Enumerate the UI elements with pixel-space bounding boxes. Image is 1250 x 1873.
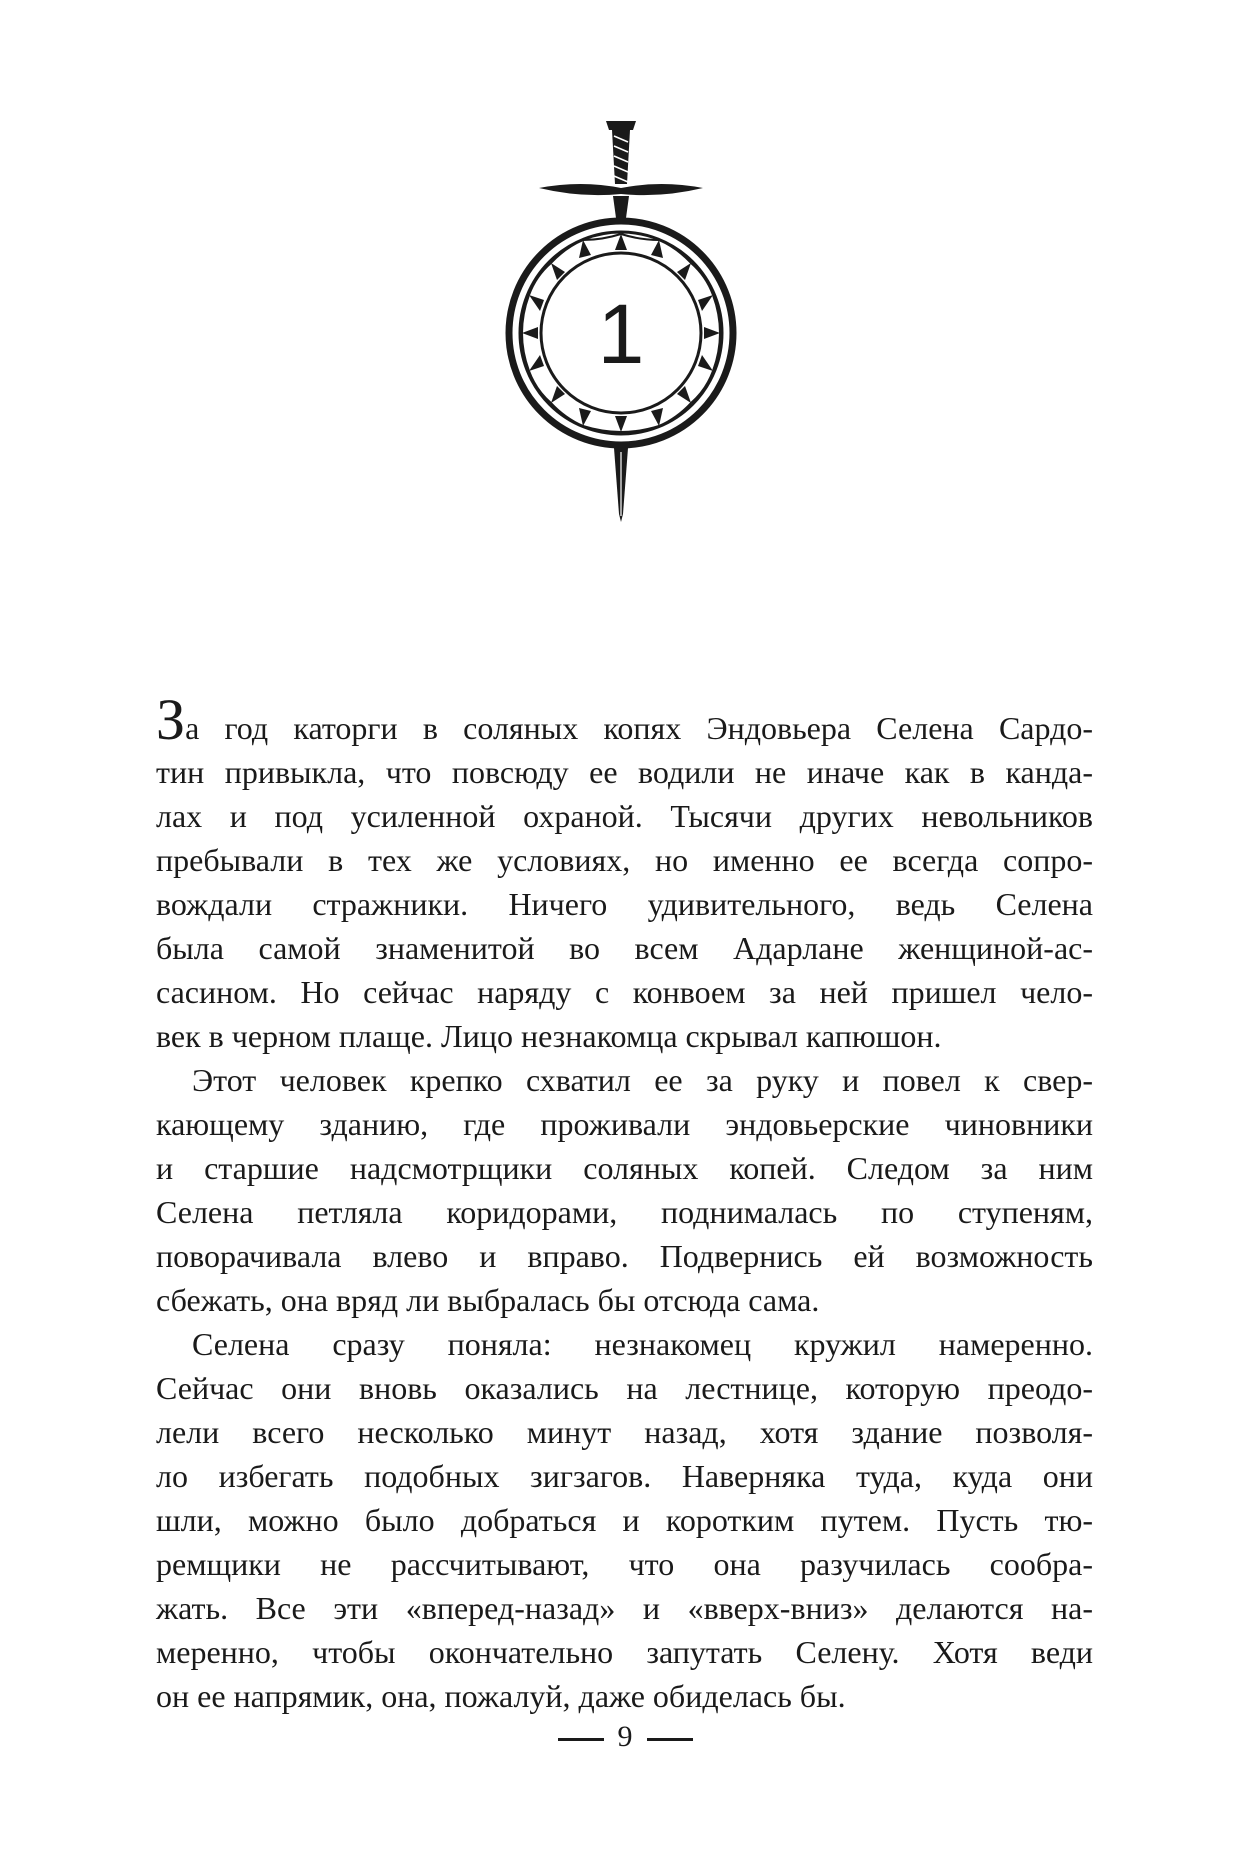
text-line: жать. Все эти «вперед-назад» и «вверх-вниз» делаются на- — [156, 1590, 1093, 1626]
paragraph-1 — [156, 687, 1093, 1058]
text-line: Этот человек крепко схватил ее за руку и повел к свер- — [192, 1062, 1093, 1098]
text-line: ло избегать подобных зигзагов. Наверняка туда, куда они — [156, 1458, 1093, 1494]
text-line: вождали стражники. Ничего удивительного, ведь Селена — [156, 886, 1093, 922]
text-line: пребывали в тех же условиях, но именно ее всегда сопро- — [156, 842, 1093, 878]
text-line: лели всего несколько минут назад, хотя здание позволя- — [156, 1414, 1093, 1450]
text-line: ремщики не рассчитывают, что она разучилась сообра- — [156, 1546, 1093, 1582]
text-line: Сейчас они вновь оказались на лестнице, которую преодо- — [156, 1370, 1093, 1406]
text-line: сбежать, она вряд ли выбралась бы отсюда сама. — [156, 1282, 820, 1318]
text-line: век в черном плаще. Лицо незнакомца скрывал капюшон. — [156, 1018, 942, 1054]
text-line: поворачивала влево и вправо. Подвернись ей возможность — [156, 1238, 1093, 1274]
chapter-number: 1 — [597, 287, 645, 381]
page-footer — [0, 1720, 1250, 1754]
text-line: была самой знаменитой во всем Адарлане женщиной-ас- — [156, 930, 1093, 966]
drop-cap: З — [156, 687, 186, 752]
sword-ring-emblem-icon — [471, 118, 771, 618]
folio-rule-right — [647, 1738, 693, 1741]
paragraph-3 — [156, 1322, 1093, 1718]
text-line: Селена сразу поняла: незнакомец кружил намеренно. — [192, 1326, 1093, 1362]
text-line: тин привыкла, что повсюду ее водили не иначе как в канда- — [156, 754, 1093, 790]
text-line: лах и под усиленной охраной. Тысячи других невольников — [156, 798, 1093, 834]
page-number: 9 — [617, 1720, 633, 1753]
text-line: меренно, чтобы окончательно запутать Селену. Хотя веди — [156, 1634, 1093, 1670]
text-line: кающему зданию, где проживали эндовьерские чиновники — [156, 1106, 1093, 1142]
text-line: Селена петляла коридорами, поднималась по ступеням, — [156, 1194, 1093, 1230]
text-line: сасином. Но сейчас наряду с конвоем за ней пришел чело- — [156, 974, 1093, 1010]
text-line: и старшие надсмотрщики соляных копей. Следом за ним — [156, 1150, 1093, 1186]
chapter-text — [156, 687, 1093, 1718]
paragraph-2 — [156, 1058, 1093, 1322]
text-line: шли, можно было добраться и коротким путем. Пусть тю- — [156, 1502, 1093, 1538]
folio-rule-left — [558, 1738, 604, 1741]
text-line: он ее напрямик, она, пожалуй, даже обиделась бы. — [156, 1678, 846, 1714]
text-line: а год каторги в соляных копях Эндовьера Селена Сардо- — [185, 710, 1093, 746]
